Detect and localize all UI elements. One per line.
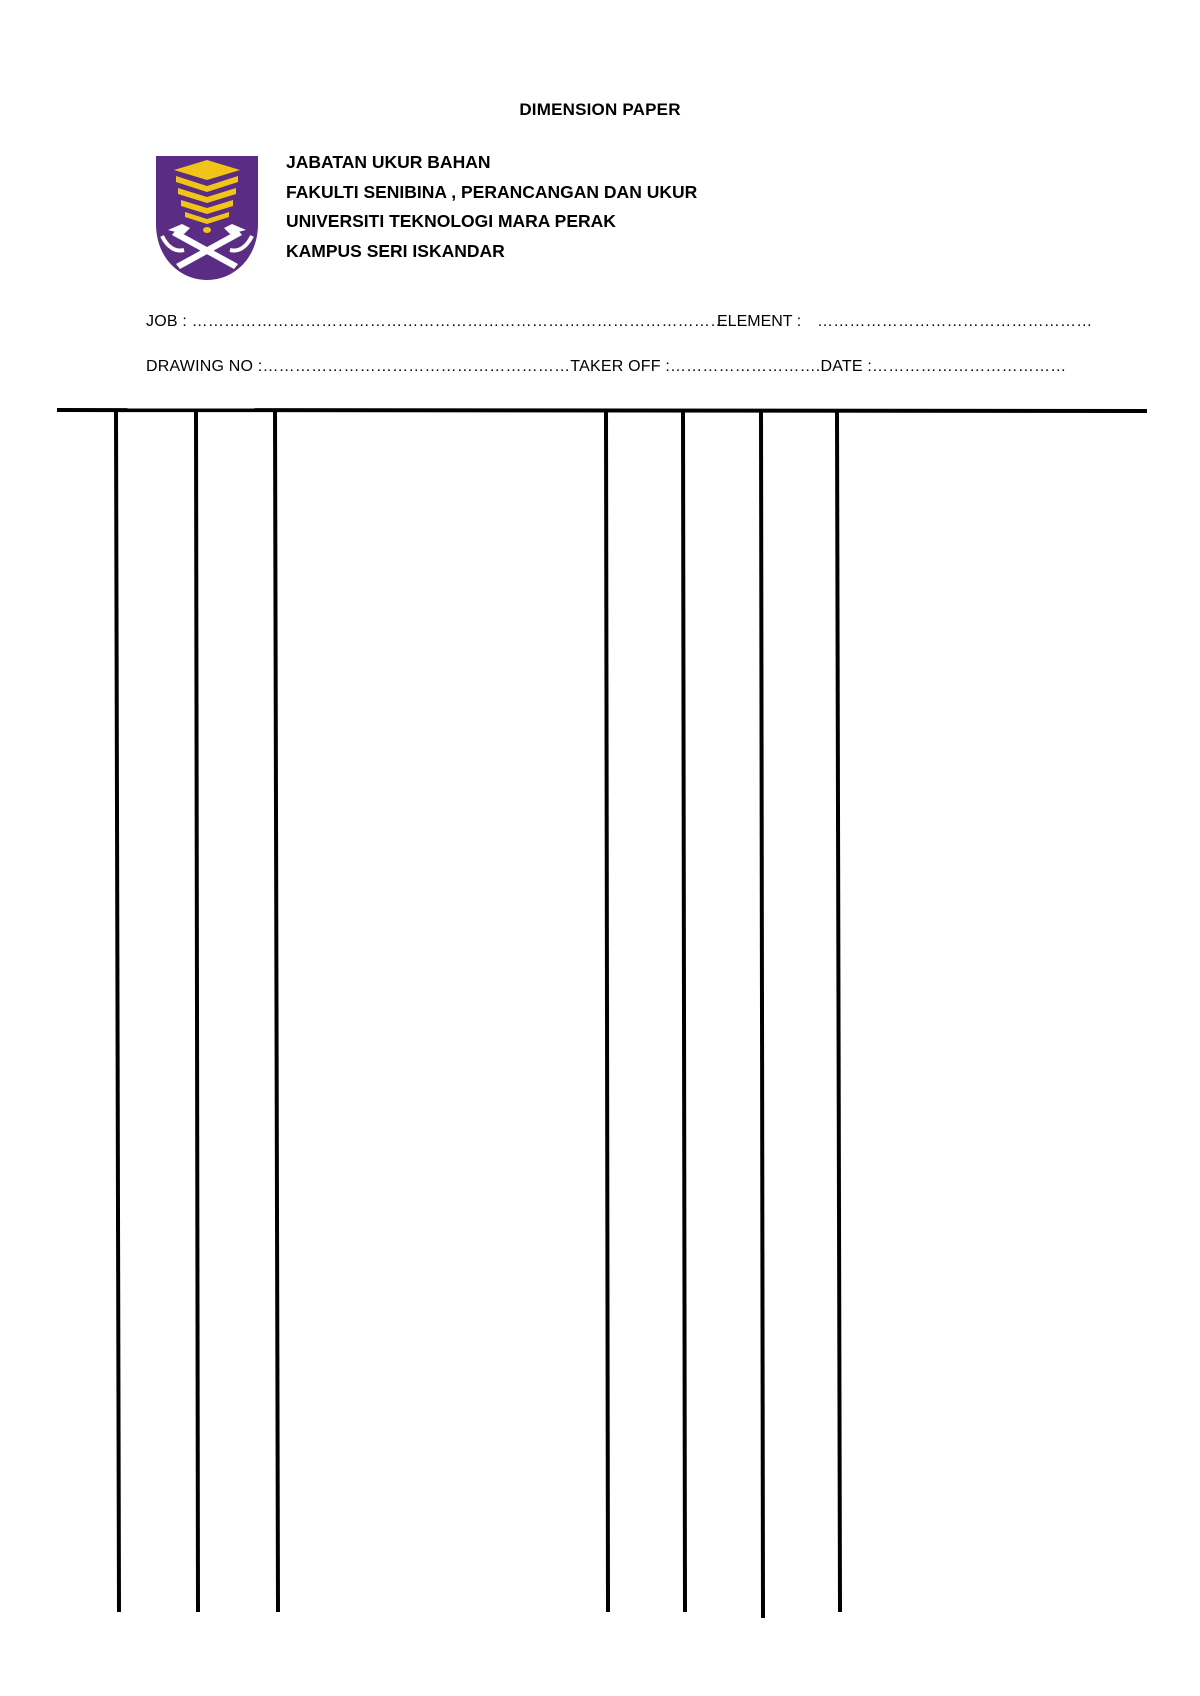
taker-off-label: TAKER OFF : <box>570 358 670 375</box>
drawing-info-row <box>146 358 1066 376</box>
element-label: ELEMENT : <box>717 313 802 330</box>
page-title: DIMENSION PAPER <box>519 100 681 119</box>
institution-block <box>286 148 697 266</box>
job-field[interactable] <box>146 313 726 331</box>
ruling-top-rule <box>57 410 1147 411</box>
ruling-column-line <box>837 411 840 1612</box>
job-fill-line[interactable]: ……………………………………………………………………………………… <box>191 313 727 330</box>
ruling-column-line <box>761 411 763 1618</box>
ruling-column-line <box>275 411 278 1612</box>
ruling-column-line <box>683 411 685 1612</box>
ruling-column-line <box>196 411 198 1612</box>
job-label: JOB : <box>146 313 188 330</box>
date-fill-line[interactable]: ……………………………… <box>872 358 1067 375</box>
taker-off-fill-line[interactable]: ………………………. <box>669 358 821 375</box>
institution-line: KAMPUS SERI ISKANDAR <box>286 240 505 261</box>
uitm-crest-icon <box>154 154 260 282</box>
date-label: DATE : <box>820 358 873 375</box>
drawing-no-label: DRAWING NO : <box>146 358 263 375</box>
institution-line: FAKULTI SENIBINA , PERANCANGAN DAN UKUR <box>286 181 698 202</box>
element-fill-line[interactable]: …………………………………………… <box>817 313 1093 330</box>
institution-line: UNIVERSITI TEKNOLOGI MARA PERAK <box>286 211 616 231</box>
ruling-column-line <box>116 411 119 1612</box>
ruling-column-line <box>606 411 608 1612</box>
institution-line: JABATAN UKUR BAHAN <box>286 152 491 172</box>
drawing-no-fill-line[interactable]: ………………………………………………… <box>262 358 571 375</box>
